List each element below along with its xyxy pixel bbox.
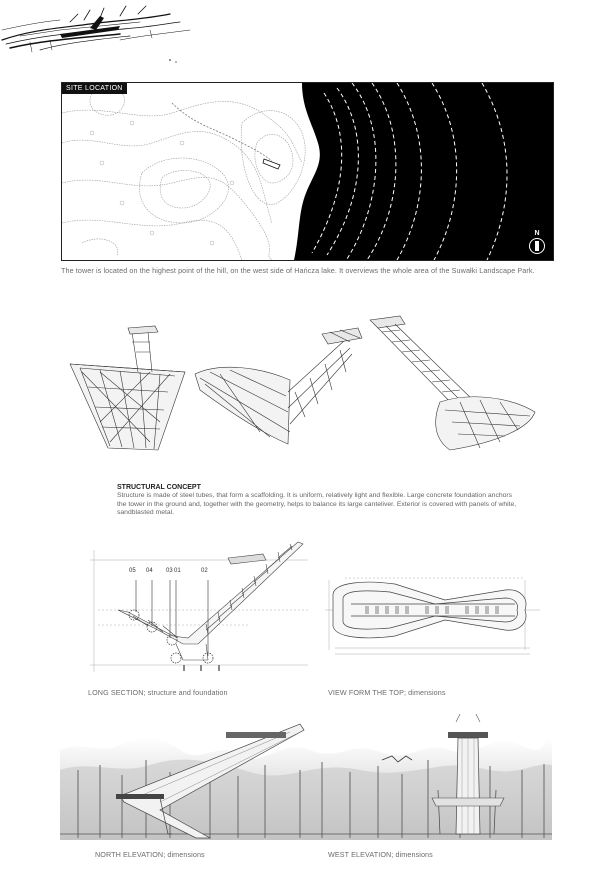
axonometric-view-1	[70, 326, 185, 450]
top-view-caption: VIEW FORM THE TOP; dimensions	[328, 688, 446, 697]
long-section-markers	[129, 568, 219, 578]
section-marker-05: 05	[129, 568, 136, 574]
site-location-caption: The tower is located on the highest point of the hill, on the west side of Hańcza lake. It overviews the whole area of the Suwałki Landscape Park.	[61, 266, 535, 275]
section-marker-01: 01	[174, 568, 181, 574]
axonometric-view-2	[195, 328, 362, 444]
north-label: N	[534, 230, 540, 237]
structural-concept-body: Structure is made of steel tubes, that form a scaffolding. It is uniform, relatively light and flexible. Large concrete foundation anchors the tower in the ground and, together with the geometry, helps to balance its large canteliver. Exterior is covered with panels of white, sandblasted metal.	[117, 492, 517, 517]
axonometric-views	[60, 312, 550, 462]
top-view-drawing	[325, 570, 540, 660]
north-arrow-icon	[529, 230, 545, 254]
section-marker-02: 02	[201, 568, 208, 574]
section-marker-04: 04	[146, 568, 153, 574]
structural-concept-title: STRUCTURAL CONCEPT	[117, 484, 201, 491]
site-location-map	[61, 82, 554, 261]
elevations-drawing	[60, 710, 552, 840]
long-section-drawing	[88, 540, 313, 680]
section-marker-03: 03	[166, 568, 173, 574]
long-section-caption: LONG SECTION; structure and foundation	[88, 688, 228, 697]
axonometric-view-3	[370, 316, 535, 450]
header-sketch	[0, 0, 200, 70]
north-elevation-caption: NORTH ELEVATION; dimensions	[95, 850, 205, 859]
site-location-tag: SITE LOCATION	[62, 83, 127, 94]
tower-marker	[263, 159, 280, 169]
west-elevation-caption: WEST ELEVATION; dimensions	[328, 850, 433, 859]
